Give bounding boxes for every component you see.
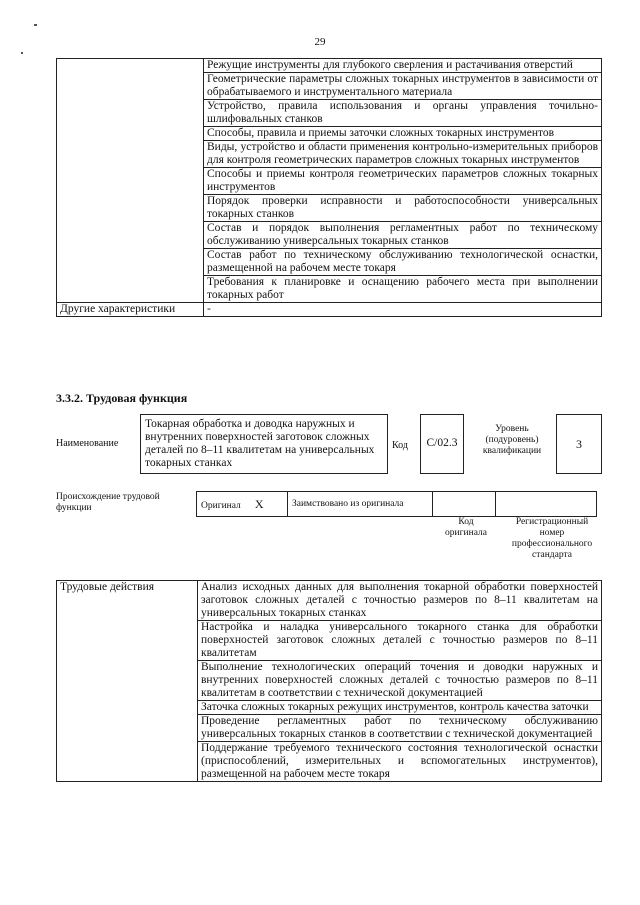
original-code-cell (433, 492, 496, 517)
name-label: Наименование (56, 438, 119, 449)
page-number: 29 (314, 36, 326, 48)
labor-actions-label: Трудовые действия (57, 581, 198, 782)
knowledge-item: Состав и порядок выполнения регламентных работ по техническому обслуживанию универсальных токарных станков (204, 222, 602, 249)
original-cell (197, 492, 288, 517)
origin-table (196, 491, 597, 517)
labor-action-item: Настройка и наладка универсального токарного станка для обработки поверхностей заготовок сложных деталей с точностью размеров по 8–11 квалитетам (198, 621, 602, 661)
function-code-box: С/02.3 (420, 414, 464, 474)
knowledge-item: Способы, правила и приемы заточки сложных токарных инструментов (204, 127, 602, 141)
labor-action-item: Заточка сложных токарных режущих инструментов, контроль качества заточки (198, 701, 602, 715)
knowledge-item: Состав работ по техническому обслуживанию технологической оснастки, размещенной на рабочем месте токаря (204, 249, 602, 276)
borrowed-cell: Заимствовано из оригинала (288, 492, 433, 517)
knowledge-item: Виды, устройство и области применения контрольно-измерительных приборов для контроля геометрических параметров сложных токарных инструментов (204, 141, 602, 168)
table-row (57, 303, 602, 317)
labor-actions-table (56, 580, 602, 782)
knowledge-item: Способы и приемы контроля геометрических параметров сложных токарных инструментов (204, 168, 602, 195)
code-label: Код (392, 440, 408, 451)
labor-action-item: Выполнение технологических операций точения и доводки наружных и внутренних поверхностей сложных деталей с точностью размеров по 8–11 квалитетам в соответствии с технической документацией (198, 661, 602, 701)
original-mark: X (254, 496, 264, 511)
knowledge-item: Режущие инструменты для глубокого сверления и растачивания отверстий (204, 59, 602, 73)
origin-label: Происхождение трудовой функции (56, 492, 160, 513)
scan-mark (21, 52, 23, 54)
original-label: Оригинал (201, 500, 241, 511)
reg-number-caption: Регистрационный номер профессионального стандарта (511, 517, 593, 560)
level-box: 3 (556, 414, 602, 474)
knowledge-table (56, 58, 602, 317)
other-characteristics-value: - (204, 303, 602, 317)
knowledge-item: Геометрические параметры сложных токарных инструментов в зависимости от обрабатываемого и инструментального материала (204, 73, 602, 100)
table-row (57, 59, 602, 73)
knowledge-item: Устройство, правила использования и органы управления точильно-шлифовальных станков (204, 100, 602, 127)
other-characteristics-label: Другие характеристики (57, 303, 204, 317)
original-code-caption: Код оригинала (445, 517, 487, 538)
labor-action-item: Проведение регламентных работ по техническому обслуживанию универсальных токарных станков в соответствии с технической документацией (198, 715, 602, 742)
knowledge-item: Требования к планировке и оснащению рабочего места при выполнении токарных работ (204, 276, 602, 303)
labor-action-item: Анализ исходных данных для выполнения токарной обработки поверхностей заготовок сложных деталей с точностью размеров по 8–11 квалитетам на универсальных токарных станках (198, 581, 602, 621)
table-row (197, 492, 597, 517)
section-title: 3.3.2. Трудовая функция (56, 391, 188, 405)
knowledge-item: Порядок проверки исправности и работоспособности универсальных токарных станков (204, 195, 602, 222)
function-name-box: Токарная обработка и доводка наружных и внутренних поверхностей заготовок сложных деталей по 8–11 квалитетам на универсальных токарных станках (140, 414, 388, 474)
labor-action-item: Поддержание требуемого технического состояния технологической оснастки (приспособлений, измерительных и вспомогательных инструментов), размещенной на рабочем месте токаря (198, 742, 602, 782)
level-label: Уровень (подуровень) квалификации (482, 424, 542, 456)
table-row (57, 581, 602, 621)
reg-number-cell (496, 492, 597, 517)
knowledge-label-cell (57, 59, 204, 303)
scan-mark (34, 24, 37, 26)
